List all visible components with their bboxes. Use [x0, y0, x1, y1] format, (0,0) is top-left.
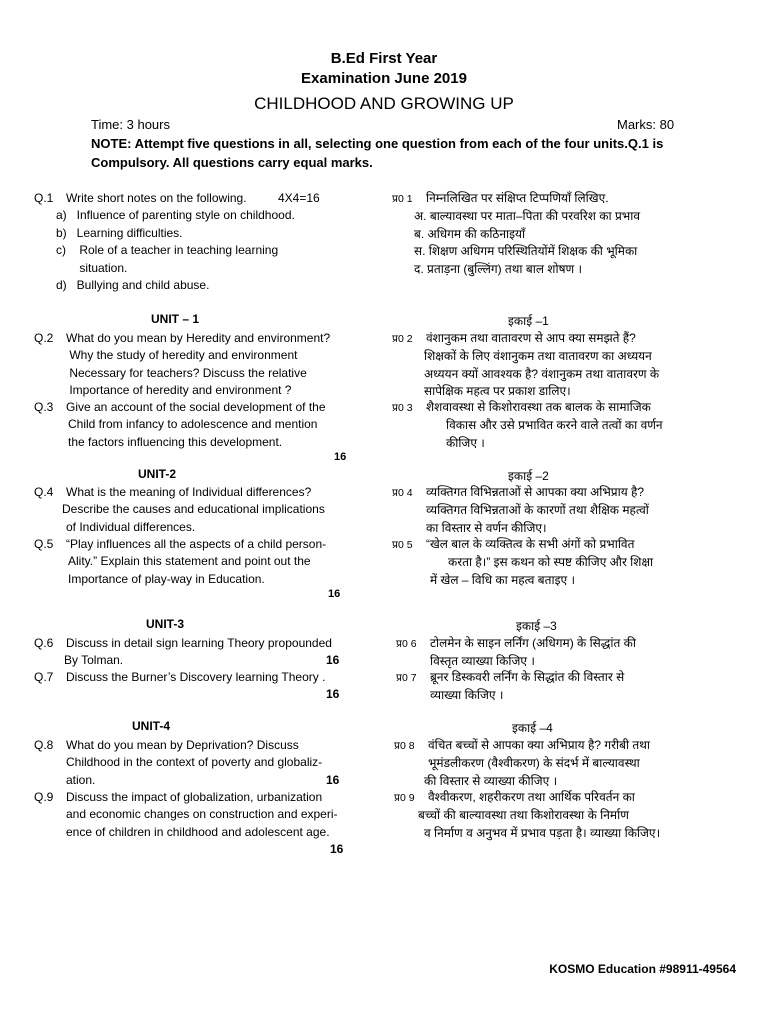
question-9-hi [394, 789, 744, 842]
question-line: ब्रूनर डिस्कवरी लर्निंग के सिद्धांत की विस्तार से [430, 670, 625, 684]
question-number: Q.4 [34, 485, 54, 499]
question-line: वंशानुकम तथा वातावरण से आप क्या समझते हैं? [426, 331, 636, 345]
question-marks: 16 [326, 687, 340, 702]
question-line: What is the meaning of Individual differences? [66, 485, 312, 499]
q3-marks: 16 [334, 451, 347, 463]
time-allowed: Time: 3 hours [91, 117, 170, 132]
q1-item-c-cont: situation. [56, 260, 128, 275]
question-marks: 16 [326, 772, 340, 787]
max-marks: Marks: 80 [617, 117, 675, 132]
question-1-hi [392, 190, 742, 278]
question-line: By Tolman. [64, 653, 124, 668]
question-text: Write short notes on the following. [66, 191, 247, 205]
question-line: Importance of heredity and environment ? [66, 383, 292, 398]
question-line: Child from infancy to adolescence and mention [68, 417, 318, 432]
question-line: Discuss the Burner’s Discovery learning Theory . [66, 670, 326, 684]
question-line: व्यक्तिगत विभिन्नताओं से आपका क्या अभिप्राय है? [426, 485, 645, 499]
question-line: व्याख्या किजिए । [430, 688, 504, 703]
question-line: Importance of play-way in Education. [68, 571, 265, 586]
question-8-hi [394, 737, 744, 790]
question-2-en [34, 330, 354, 400]
question-line: Discuss in detail sign learning Theory propounded [66, 636, 332, 650]
question-line: and economic changes on construction and experi- [66, 807, 338, 822]
question-line: शैशवावस्था से किशोरावस्था तक बालक के सामाजिक [426, 400, 651, 414]
question-line: विकास और उसे प्रभावित करने वाले तत्वों का वर्णन [446, 418, 663, 433]
question-line: वैश्वीकरण, शहरीकरण तथा आर्थिक परिवर्तन का [428, 790, 635, 804]
question-7-hi [396, 669, 746, 705]
question-number: Q.5 [34, 537, 54, 551]
question-number: Q.3 [34, 400, 54, 414]
question-6-en [34, 635, 354, 670]
question-line: Why the study of heredity and environment [66, 348, 298, 363]
question-5-hi [392, 536, 742, 589]
question-6-hi [396, 635, 746, 671]
question-line: का विस्तार से वर्णन कीजिए। [426, 520, 547, 535]
q1-item-b: b) Learning difficulties. [56, 225, 183, 240]
question-line: “Play influences all the aspects of a child person- [66, 537, 327, 551]
question-number: Q.7 [34, 670, 54, 684]
unit-4-heading-hi: इकाई –4 [512, 721, 553, 735]
question-line: Discuss the impact of globalization, urbanization [66, 790, 323, 804]
question-line: की विस्तार से व्याख्या कीजिए । [424, 773, 558, 788]
note-line-1: NOTE: Attempt five questions in all, selecting one question from each of the four units.Q.1 is [91, 136, 664, 151]
question-4-en [34, 484, 354, 536]
question-1-en [34, 190, 354, 294]
question-line: of Individual differences. [66, 519, 196, 534]
question-number: प्र0 4 [392, 487, 413, 499]
q5-marks: 16 [328, 588, 341, 600]
exam-session-title: Examination June 2019 [301, 70, 467, 87]
question-line: the factors influencing this development. [68, 434, 283, 449]
question-line: कीजिए । [446, 435, 485, 450]
instructions-note [91, 134, 691, 172]
publisher-footer: KOSMO Education #98911-49564 [549, 962, 736, 976]
question-line: बच्चों की बाल्यावस्था तथा किशोरावस्था के निर्माण [418, 808, 629, 823]
question-4-hi [392, 484, 742, 537]
unit-2-heading-en: UNIT-2 [138, 467, 177, 481]
question-line: What do you mean by Heredity and environment? [66, 331, 331, 345]
unit-3-heading-en: UNIT-3 [146, 617, 185, 631]
question-3-hi [392, 399, 742, 452]
q1-subitems [34, 207, 354, 294]
question-number: प्र0 3 [392, 402, 413, 414]
q1-item-a: a) Influence of parenting style on childhood. [56, 208, 295, 223]
q1-item-c-hi: स. शिक्षण अधिगम परिस्थितियोंमें शिक्षक की भूमिका [414, 244, 638, 259]
question-line: ence of children in childhood and adolescent age. [66, 824, 330, 839]
question-line: “खेल बाल के व्यक्तित्व के सभी अंगों को प्रभावित [426, 537, 635, 551]
question-marks: 4X4=16 [278, 191, 320, 205]
question-line: व्यक्तिगत विभिन्नताओं के कारणों तथा शैक्षिक महत्वों [426, 503, 649, 518]
question-line: सापेक्षिक महत्व पर प्रकाश डालिए। [424, 384, 571, 399]
question-line: भूमंडलीकरण (वैश्वीकरण) के संदर्भ में बाल्यावस्था [428, 756, 640, 771]
question-line: Ality.” Explain this statement and point out the [68, 554, 311, 569]
question-line: करता है।” इस कथन को स्पष्ट कीजिए और शिक्षा [448, 555, 654, 570]
question-line: Describe the causes and educational implications [62, 502, 325, 517]
question-8-en [34, 737, 354, 789]
question-line: में खेल – विधि का महत्व बताइए । [430, 572, 576, 587]
question-9-en [34, 789, 364, 859]
question-line: व निर्माण व अनुभव में प्रभाव पड़ता है। व्याख्या किजिए। [424, 825, 661, 840]
question-line: Give an account of the social development of the [66, 400, 326, 414]
question-5-en [34, 536, 354, 588]
question-line: अध्ययन क्यों आवश्यक है? वंशानुकम तथा वातावरण के [424, 366, 660, 381]
note-line-2: Compulsory. All questions carry equal marks. [91, 155, 373, 170]
question-number: Q.2 [34, 331, 54, 345]
question-number: प्र0 8 [394, 740, 415, 752]
q1-item-d-hi: द. प्रताड़ना (बुल्लिंग) तथा बाल शोषण । [414, 261, 583, 276]
q1-item-d: d) Bullying and child abuse. [56, 278, 210, 293]
question-number: प्र0 5 [392, 539, 413, 551]
question-number: प्र0 6 [396, 638, 417, 650]
question-number: Q.1 [34, 191, 54, 205]
q1-subitems-hi [392, 208, 742, 278]
question-number: प्र0 1 [392, 193, 413, 205]
question-number: प्र0 9 [394, 792, 415, 804]
unit-1-heading-en: UNIT – 1 [151, 312, 200, 326]
question-2-hi [392, 330, 742, 401]
question-line: टोलमेन के साइन लर्निंग (अधिगम) के सिद्धांत की [430, 636, 636, 650]
q1-item-a-hi: अ. बाल्यावस्था पर माता–पिता की परवरिश का प्रभाव [414, 209, 640, 224]
question-line: ation. [66, 772, 96, 787]
q1-item-c: c) Role of a teacher in teaching learning [56, 243, 279, 258]
unit-2-heading-hi: इकाई –2 [508, 469, 549, 483]
question-line: विस्तृत व्याख्या किजिए । [430, 654, 535, 669]
question-marks: 16 [330, 842, 344, 857]
question-number: Q.6 [34, 636, 54, 650]
question-line: Necessary for teachers? Discuss the relative [66, 365, 307, 380]
question-number: Q.8 [34, 738, 54, 752]
question-line: Childhood in the context of poverty and globaliz- [66, 755, 323, 770]
question-number: Q.9 [34, 790, 54, 804]
question-number: प्र0 7 [396, 672, 417, 684]
question-7-en [34, 669, 354, 704]
question-line: शिक्षकों के लिए वंशानुकम तथा वातावरण का अध्ययन [424, 349, 652, 364]
unit-4-heading-en: UNIT-4 [132, 719, 171, 733]
unit-1-heading-hi: इकाई –1 [508, 314, 549, 328]
exam-class-title: B.Ed First Year [330, 50, 438, 67]
question-text: निम्नलिखित पर संक्षिप्त टिप्पणियाँ लिखिए. [426, 191, 609, 205]
question-number: प्र0 2 [392, 333, 413, 345]
question-marks: 16 [326, 653, 340, 668]
question-line: What do you mean by Deprivation? Discuss [66, 738, 299, 752]
question-3-en [34, 399, 354, 451]
subject-title: CHILDHOOD AND GROWING UP [254, 94, 514, 113]
unit-3-heading-hi: इकाई –3 [516, 619, 557, 633]
question-line: वंचित बच्चों से आपका क्या अभिप्राय है? गरीबी तथा [428, 738, 651, 752]
q1-item-b-hi: ब. अधिगम की कठिनाइयाँ [414, 226, 526, 241]
